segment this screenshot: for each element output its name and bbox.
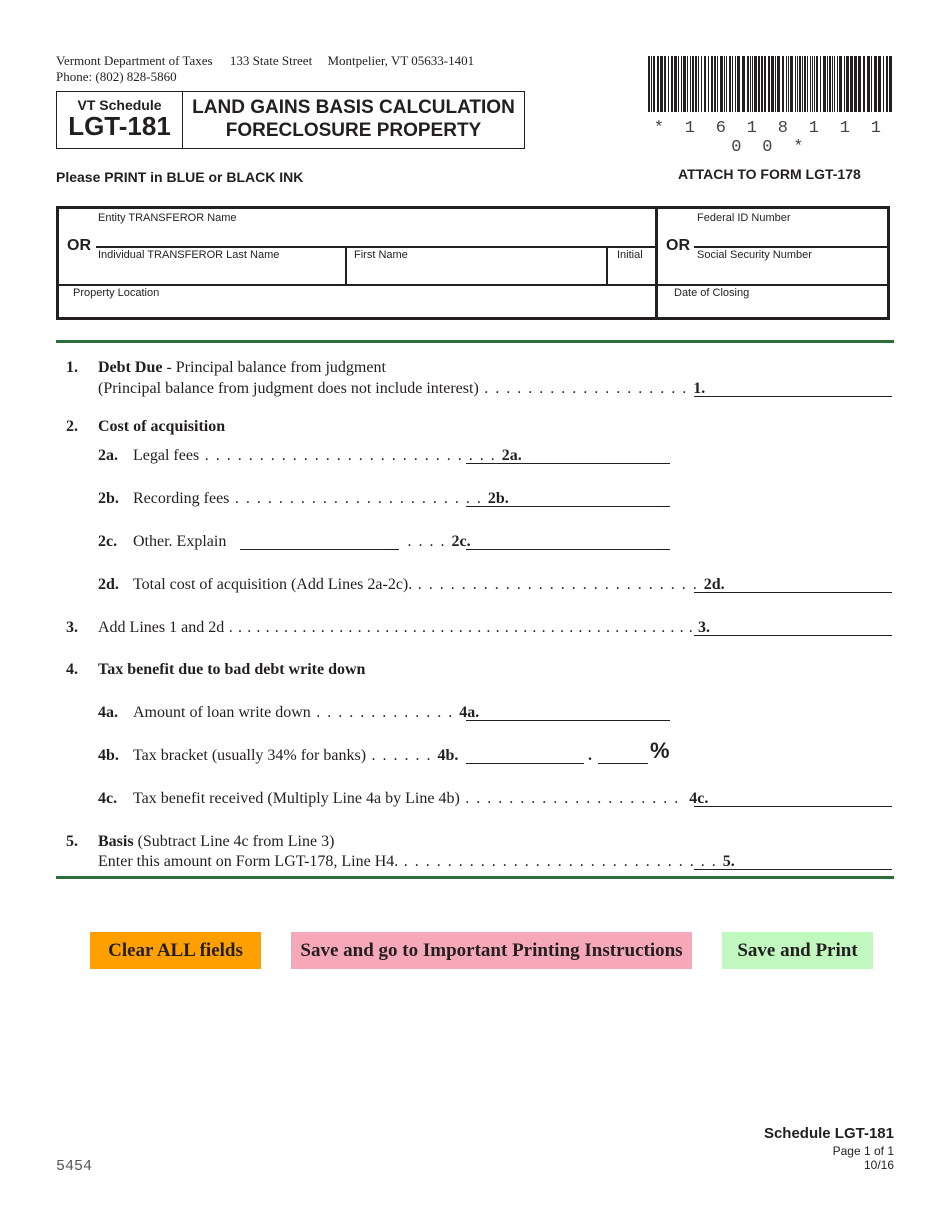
barcode-bar xyxy=(874,56,877,112)
barcode-bar xyxy=(754,56,757,112)
line-2a-number: 2a. xyxy=(98,447,118,464)
barcode-bar xyxy=(764,56,766,112)
leader-dots: . . . . . . . . . . . . . . . . . . . xyxy=(478,380,694,397)
leader-dots: . . . . xyxy=(402,533,452,550)
agency-city: Montpelier, VT 05633-1401 xyxy=(327,53,475,68)
line-4c-input[interactable] xyxy=(694,806,892,807)
form-number: 5454 xyxy=(56,1158,93,1175)
line-5-ref: 5. xyxy=(722,853,735,870)
barcode-bar xyxy=(732,56,733,112)
leader-dots: . . . . . . . . . . . . . . . . . . . . . . . . . . xyxy=(412,576,704,593)
line-1-input[interactable] xyxy=(694,396,892,397)
line-1-title: Debt Due xyxy=(98,359,163,376)
line-4-title: Tax benefit due to bad debt write down xyxy=(98,661,366,678)
barcode-bar xyxy=(829,56,831,112)
barcode-bar xyxy=(678,56,679,112)
leader-dots: . . . . . . . . . . . . . . . . . . . . . . . . . . . . . xyxy=(398,853,723,870)
line-4c-text: Tax benefit received (Multiply Line 4a by Line 4b) xyxy=(133,790,460,807)
line-4b-text: Tax bracket (usually 34% for banks) xyxy=(133,747,367,764)
agency-name: Vermont Department of Taxes xyxy=(56,53,213,68)
barcode-bar xyxy=(768,56,770,112)
line-2c-explain-input[interactable] xyxy=(240,549,399,550)
line-2c-number: 2c. xyxy=(98,533,118,550)
line-4-number: 4. xyxy=(66,661,78,678)
barcode-bar xyxy=(674,56,677,112)
agency-phone: Phone: (802) 828-5860 xyxy=(56,69,177,84)
barcode-bar xyxy=(814,56,815,112)
barcode-bar xyxy=(708,56,709,112)
barcode-bar xyxy=(834,56,835,112)
barcode-bar xyxy=(807,56,808,112)
line-2a-text: Legal fees xyxy=(133,447,200,464)
last-name-field[interactable]: Individual TRANSFEROR Last Name xyxy=(98,249,280,261)
barcode-bar xyxy=(664,56,666,112)
leader-dots: . . . . . . . . . . . . . . . . . . . . . . . . . . . xyxy=(199,447,502,464)
line-4a-text: Amount of loan write down xyxy=(133,704,311,721)
line-5-number: 5. xyxy=(66,833,78,850)
footer-schedule: Schedule LGT-181 xyxy=(763,1125,894,1142)
line-2-number: 2. xyxy=(66,418,78,435)
save-instructions-button[interactable]: Save and go to Important Printing Instructions xyxy=(291,932,692,969)
barcode-bar xyxy=(863,56,865,112)
agency-street: 133 State Street xyxy=(229,53,313,68)
line-1-subtext: (Principal balance from judgment does not include interest) xyxy=(98,380,479,397)
barcode-bar xyxy=(832,56,833,112)
barcode-bar xyxy=(720,56,723,112)
barcode-bar xyxy=(804,56,806,112)
line-2c-input[interactable] xyxy=(466,549,670,550)
line-4c-ref: 4c. xyxy=(689,790,709,807)
line-5-input[interactable] xyxy=(694,869,892,870)
barcode-bar xyxy=(771,56,774,112)
barcode-bar xyxy=(701,56,702,112)
barcode-bar xyxy=(737,56,740,112)
line-4c-label xyxy=(133,789,708,809)
barcode-bar xyxy=(687,56,688,112)
barcode-bar xyxy=(683,56,686,112)
barcode-bar xyxy=(692,56,694,112)
line-4c-number: 4c. xyxy=(98,790,118,807)
barcode-bar xyxy=(797,56,798,112)
ssn-field[interactable]: Social Security Number xyxy=(697,249,812,261)
or-label-name: OR xyxy=(67,237,91,254)
barcode-bar xyxy=(782,56,784,112)
ink-instruction: Please PRINT in BLUE or BLACK INK xyxy=(56,169,304,185)
section-divider-top xyxy=(56,340,894,343)
barcode-bar xyxy=(660,56,663,112)
barcode-bar xyxy=(854,56,857,112)
barcode-bar xyxy=(717,56,718,112)
taxpayer-id-box xyxy=(56,206,890,320)
barcode-bar xyxy=(704,56,706,112)
barcode-bar xyxy=(747,56,749,112)
line-3-input[interactable] xyxy=(694,635,892,636)
line-1-ref: 1. xyxy=(693,380,706,397)
date-of-closing-field[interactable]: Date of Closing xyxy=(674,287,750,299)
line-2b-number: 2b. xyxy=(98,490,119,507)
barcode-bar xyxy=(711,56,713,112)
line-4b-decimal-input[interactable] xyxy=(598,763,648,764)
line-2b-input[interactable] xyxy=(466,506,670,507)
schedule-title-box xyxy=(56,91,525,149)
barcode-bar xyxy=(886,56,888,112)
first-name-field[interactable]: First Name xyxy=(354,249,408,261)
line-4b-decimal-point: . xyxy=(588,747,592,764)
barcode-bar xyxy=(786,56,787,112)
barcode-bar xyxy=(844,56,845,112)
line-3-text: Add Lines 1 and 2d xyxy=(98,619,225,636)
leader-dots: . . . . . . xyxy=(366,747,438,764)
line-2c-ref: 2c. xyxy=(451,533,471,550)
or-label-id: OR xyxy=(666,237,690,254)
attach-instruction: ATTACH TO FORM LGT-178 xyxy=(678,166,861,182)
barcode-bar xyxy=(790,56,793,112)
barcode-bar xyxy=(651,56,652,112)
barcode-bar xyxy=(812,56,813,112)
line-2d-number: 2d. xyxy=(98,576,119,593)
line-4a-ref: 4a. xyxy=(459,704,480,721)
form-title-line1: LAND GAINS BASIS CALCULATION xyxy=(192,97,515,118)
line-2a-ref: 2a. xyxy=(501,447,522,464)
barcode-bar xyxy=(726,56,727,112)
save-and-print-button[interactable]: Save and Print xyxy=(722,932,873,969)
barcode-bar xyxy=(668,56,669,112)
leader-dots: . . . . . . . . . . . . . . . . . . . . . . . xyxy=(229,490,488,507)
entity-name-field[interactable]: Entity TRANSFEROR Name xyxy=(98,212,237,224)
barcode-bar xyxy=(775,56,776,112)
initial-field[interactable]: Initial xyxy=(617,249,643,261)
leader-dots: . . . . . . . . . . . . . . . . . . . . . . . . . . . . . . . . . . . . . . . . . . . . . . . . . . . xyxy=(224,619,699,636)
barcode-bar xyxy=(729,56,731,112)
barcode-bar xyxy=(742,56,745,112)
line-2d-input[interactable] xyxy=(694,592,892,593)
line-2d-text: Total cost of acquisition (Add Lines 2a-2c). xyxy=(133,576,413,593)
barcode-bar xyxy=(858,56,861,112)
barcode-image xyxy=(648,56,892,112)
line-4b-label xyxy=(133,746,458,766)
barcode-bar xyxy=(724,56,725,112)
barcode-bar xyxy=(802,56,803,112)
barcode-bar xyxy=(695,56,697,112)
footer-revision: 10/16 xyxy=(863,1158,894,1172)
barcode-bar xyxy=(839,56,842,112)
agency-address xyxy=(56,53,474,69)
barcode-bar xyxy=(681,56,682,112)
schedule-code: LGT-181 xyxy=(68,111,171,141)
barcode-bar xyxy=(799,56,801,112)
barcode-bar xyxy=(735,56,736,112)
barcode-bar xyxy=(846,56,849,112)
line-4a-label xyxy=(133,703,479,723)
line-4b-number: 4b. xyxy=(98,747,119,764)
barcode-bar xyxy=(795,56,796,112)
footer-page: Page 1 of 1 xyxy=(832,1144,894,1158)
line-4a-number: 4a. xyxy=(98,704,118,721)
line-2b-text: Recording fees xyxy=(133,490,230,507)
barcode-bar xyxy=(648,56,650,112)
line-5-desc: (Subtract Line 4c from Line 3) xyxy=(133,833,335,850)
form-title xyxy=(183,96,524,142)
line-3-number: 3. xyxy=(66,619,78,636)
barcode-bar xyxy=(714,56,716,112)
line-1-label xyxy=(98,358,386,378)
form-title-line2: FORECLOSURE PROPERTY xyxy=(225,120,482,141)
barcode-bar xyxy=(750,56,751,112)
line-1-number: 1. xyxy=(66,359,78,376)
clear-all-button[interactable]: Clear ALL fields xyxy=(90,932,261,969)
barcode-number: * 1 6 1 8 1 1 1 0 0 * xyxy=(653,119,887,157)
line-4b-whole-input[interactable] xyxy=(466,763,584,764)
barcode-bar xyxy=(810,56,811,112)
section-divider-bottom xyxy=(56,876,894,879)
barcode-bar xyxy=(878,56,881,112)
barcode-bar xyxy=(816,56,818,112)
barcode-bar xyxy=(850,56,853,112)
line-4b-ref: 4b. xyxy=(437,747,459,764)
line-1-desc: - Principal balance from judgment xyxy=(162,359,386,376)
barcode-bar xyxy=(883,56,884,112)
line-2c-tail xyxy=(402,532,471,552)
line-3-ref: 3. xyxy=(698,619,711,636)
barcode-bar xyxy=(671,56,673,112)
barcode-bar xyxy=(657,56,659,112)
line-2-title: Cost of acquisition xyxy=(98,418,226,435)
percent-sign: % xyxy=(650,738,670,763)
barcode-bar xyxy=(823,56,826,112)
line-1-sub xyxy=(98,379,705,399)
schedule-code-box xyxy=(57,92,183,148)
footer-block xyxy=(694,1125,894,1172)
line-5-label xyxy=(98,832,334,852)
line-2b-ref: 2b. xyxy=(487,490,509,507)
line-5-subtext: Enter this amount on Form LGT-178, Line H4. xyxy=(98,853,399,870)
schedule-label: VT Schedule xyxy=(77,97,162,113)
barcode-bar xyxy=(820,56,821,112)
line-2b-label xyxy=(133,489,509,509)
line-4a-input[interactable] xyxy=(466,720,670,721)
line-2a-label xyxy=(133,446,522,466)
line-2d-ref: 2d. xyxy=(703,576,725,593)
leader-dots: . . . . . . . . . . . . . xyxy=(310,704,460,721)
barcode-bar xyxy=(837,56,838,112)
line-2d-label xyxy=(133,575,725,595)
barcode-bar xyxy=(752,56,753,112)
barcode-bar xyxy=(788,56,789,112)
line-3-label xyxy=(98,618,710,638)
barcode-bar xyxy=(867,56,870,112)
line-2a-input[interactable] xyxy=(466,463,670,464)
property-location-field[interactable]: Property Location xyxy=(73,287,160,299)
barcode-bar xyxy=(758,56,760,112)
federal-id-field[interactable]: Federal ID Number xyxy=(697,212,791,224)
line-5-sub xyxy=(98,852,735,872)
barcode-bar xyxy=(653,56,655,112)
barcode-bar xyxy=(698,56,699,112)
barcode-bar xyxy=(889,56,892,112)
barcode-bar xyxy=(690,56,691,112)
leader-dots: . . . . . . . . . . . . . . . . . . . . xyxy=(459,790,686,807)
line-2c-text: Other. Explain xyxy=(133,533,227,550)
barcode-bar xyxy=(777,56,780,112)
line-5-title: Basis xyxy=(98,833,134,850)
barcode-bar xyxy=(827,56,828,112)
barcode-bar xyxy=(871,56,872,112)
barcode-bar xyxy=(761,56,763,112)
